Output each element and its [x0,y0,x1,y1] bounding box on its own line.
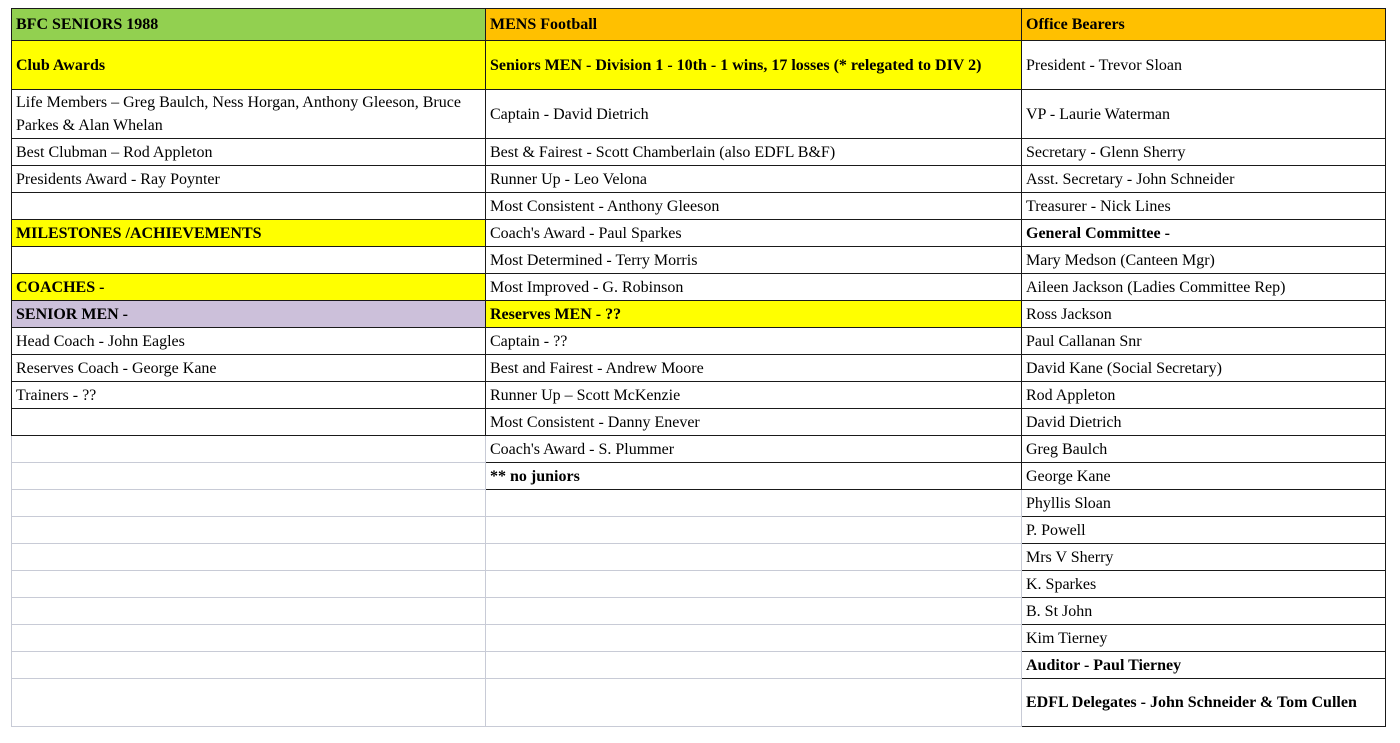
table-row [12,90,1386,139]
header-row [12,9,1386,41]
trainers-cell[interactable]: Trainers - ?? [12,382,486,409]
header-mens-football[interactable]: MENS Football [486,9,1022,41]
reserves-coaches-award-cell[interactable]: Coach's Award - S. Plummer [486,436,1022,463]
table-row [12,652,1386,679]
most-consistent-cell[interactable]: Most Consistent - Anthony Gleeson [486,193,1022,220]
empty-cell[interactable] [12,544,486,571]
most-determined-cell[interactable]: Most Determined - Terry Morris [486,247,1022,274]
most-improved-cell[interactable]: Most Improved - G. Robinson [486,274,1022,301]
empty-cell[interactable] [486,544,1022,571]
table-row [12,274,1386,301]
auditor-cell[interactable]: Auditor - Paul Tierney [1022,652,1386,679]
asst-secretary-cell[interactable]: Asst. Secretary - John Schneider [1022,166,1386,193]
vp-cell[interactable]: VP - Laurie Waterman [1022,90,1386,139]
empty-cell[interactable] [486,598,1022,625]
table-row [12,139,1386,166]
table-row [12,301,1386,328]
reserves-captain-cell[interactable]: Captain - ?? [486,328,1022,355]
table-row [12,571,1386,598]
committee-member-cell[interactable]: K. Sparkes [1022,571,1386,598]
club-awards-heading[interactable]: Club Awards [12,41,486,90]
edfl-delegates-cell[interactable]: EDFL Delegates - John Schneider & Tom Cullen [1022,679,1386,727]
head-coach-cell[interactable]: Head Coach - John Eagles [12,328,486,355]
table-row [12,436,1386,463]
empty-cell[interactable] [12,193,486,220]
committee-member-cell[interactable]: Kim Tierney [1022,625,1386,652]
reserves-men-heading[interactable]: Reserves MEN - ?? [486,301,1022,328]
empty-cell[interactable] [486,652,1022,679]
empty-cell[interactable] [12,679,486,727]
committee-member-cell[interactable]: B. St John [1022,598,1386,625]
table-row [12,625,1386,652]
empty-cell[interactable] [486,517,1022,544]
seniors-division-heading[interactable]: Seniors MEN - Division 1 - 10th - 1 wins, 17 losses (* relegated to DIV 2) [486,41,1022,90]
president-cell[interactable]: President - Trevor Sloan [1022,41,1386,90]
header-bfc-seniors[interactable]: BFC SENIORS 1988 [12,9,486,41]
header-office-bearers[interactable]: Office Bearers [1022,9,1386,41]
empty-cell[interactable] [12,652,486,679]
coaches-heading[interactable]: COACHES - [12,274,486,301]
treasurer-cell[interactable]: Treasurer - Nick Lines [1022,193,1386,220]
no-juniors-cell[interactable]: ** no juniors [486,463,1022,490]
table-row [12,355,1386,382]
committee-member-cell[interactable]: Greg Baulch [1022,436,1386,463]
table-row [12,409,1386,436]
senior-men-heading[interactable]: SENIOR MEN - [12,301,486,328]
empty-cell[interactable] [12,436,486,463]
best-fairest-cell[interactable]: Best & Fairest - Scott Chamberlain (also EDFL B&F) [486,139,1022,166]
table-row [12,193,1386,220]
table-row [12,41,1386,90]
best-clubman-cell[interactable]: Best Clubman – Rod Appleton [12,139,486,166]
empty-cell[interactable] [486,625,1022,652]
reserves-coach-cell[interactable]: Reserves Coach - George Kane [12,355,486,382]
table-row [12,220,1386,247]
milestones-heading[interactable]: MILESTONES /ACHIEVEMENTS [12,220,486,247]
table-row [12,544,1386,571]
presidents-award-cell[interactable]: Presidents Award - Ray Poynter [12,166,486,193]
committee-member-cell[interactable]: Phyllis Sloan [1022,490,1386,517]
reserves-runner-up-cell[interactable]: Runner Up – Scott McKenzie [486,382,1022,409]
table-row [12,463,1386,490]
committee-member-cell[interactable]: Rod Appleton [1022,382,1386,409]
secretary-cell[interactable]: Secretary - Glenn Sherry [1022,139,1386,166]
committee-member-cell[interactable]: David Dietrich [1022,409,1386,436]
empty-cell[interactable] [12,247,486,274]
table-row [12,328,1386,355]
table-row [12,382,1386,409]
committee-member-cell[interactable]: Mary Medson (Canteen Mgr) [1022,247,1386,274]
table-row [12,679,1386,727]
table-row [12,490,1386,517]
committee-member-cell[interactable]: Paul Callanan Snr [1022,328,1386,355]
committee-member-cell[interactable]: Aileen Jackson (Ladies Committee Rep) [1022,274,1386,301]
committee-member-cell[interactable]: George Kane [1022,463,1386,490]
reserves-most-consistent-cell[interactable]: Most Consistent - Danny Enever [486,409,1022,436]
table-row [12,247,1386,274]
life-members-cell[interactable]: Life Members – Greg Baulch, Ness Horgan, Anthony Gleeson, Bruce Parkes & Alan Whelan [12,90,486,139]
runner-up-cell[interactable]: Runner Up - Leo Velona [486,166,1022,193]
empty-cell[interactable] [486,571,1022,598]
captain-cell[interactable]: Captain - David Dietrich [486,90,1022,139]
empty-cell[interactable] [12,598,486,625]
table-row [12,166,1386,193]
table-row [12,598,1386,625]
empty-cell[interactable] [486,490,1022,517]
empty-cell[interactable] [12,625,486,652]
empty-cell[interactable] [12,409,486,436]
empty-cell[interactable] [12,463,486,490]
empty-cell[interactable] [486,679,1022,727]
committee-member-cell[interactable]: Mrs V Sherry [1022,544,1386,571]
coaches-award-cell[interactable]: Coach's Award - Paul Sparkes [486,220,1022,247]
committee-member-cell[interactable]: David Kane (Social Secretary) [1022,355,1386,382]
reserves-best-fairest-cell[interactable]: Best and Fairest - Andrew Moore [486,355,1022,382]
committee-member-cell[interactable]: Ross Jackson [1022,301,1386,328]
spreadsheet-table [11,8,1386,727]
table-row [12,517,1386,544]
committee-member-cell[interactable]: P. Powell [1022,517,1386,544]
general-committee-heading[interactable]: General Committee - [1022,220,1386,247]
empty-cell[interactable] [12,571,486,598]
empty-cell[interactable] [12,490,486,517]
empty-cell[interactable] [12,517,486,544]
